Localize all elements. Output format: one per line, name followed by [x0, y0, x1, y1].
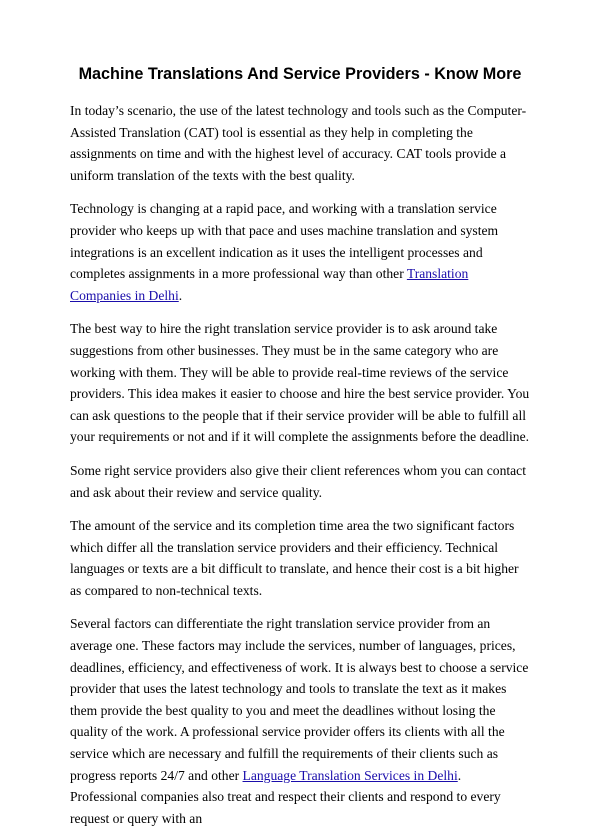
paragraph-references: Some right service providers also give their client references whom you can contact and ask about their review and service quality. — [70, 462, 526, 500]
paragraph-text: Technology is changing at a rapid pace, and working with a translation service provider who keeps up with that pace and uses machine translation and system integrations is an excellent indication as it uses the intelligent processes and completes assignments in a more professional way than other — [70, 201, 499, 282]
paragraph-cat-tools: In today’s scenario, the use of the latest technology and tools such as the Computer-Assisted Translation (CAT) tool is essential as they help in completing the assignments on time and with the highest level of accuracy. CAT tools provide a uniform translation of the texts with the best quality. — [70, 103, 527, 183]
link-language-translation-services-delhi[interactable]: Language Translation Services in Delhi — [242, 767, 458, 783]
paragraph-text-end: . — [178, 287, 183, 303]
document-title: Machine Translations And Service Providers - Know More — [78, 65, 522, 83]
paragraph-technology — [70, 198, 530, 306]
paragraph-text: Several factors can differentiate the right translation service provider from an average one. These factors may include the services, number of languages, prices, deadlines, efficiency, and effectiveness of work. It is always best to choose a service provider that uses the latest technology and tools to translate the text as it makes them provide the best quality to you and meet the deadlines without losing the quality of the work. A professional service provider offers its clients with all the service which are necessary and fulfill the requirements of their clients such as progress reports 24/7 and other — [70, 616, 529, 783]
paragraph-hiring: The best way to hire the right translation service provider is to ask around take suggestions from other businesses. They must be in the same category who are working with them. They will be able to provide real-time reviews of the service providers. This idea makes it easier to choose and hire the best service provider. You can ask questions to the people that if their service provider will be able to fulfill all your requirements or not and if it will complete the assignments before the deadline. — [70, 321, 530, 445]
paragraph-factors — [70, 613, 530, 829]
paragraph-cost: The amount of the service and its completion time area the two significant factors which differ all the translation service providers and their efficiency. Technical languages or texts are a bit difficult to translate, and hence their cost is a bit higher as compared to non-technical texts. — [70, 518, 519, 598]
link-translation-companies-delhi[interactable]: Translation Companies in Delhi — [70, 266, 469, 303]
paragraph-text-end: . Professional companies also treat and respect their clients and respond to every request or query with an — [70, 767, 501, 826]
